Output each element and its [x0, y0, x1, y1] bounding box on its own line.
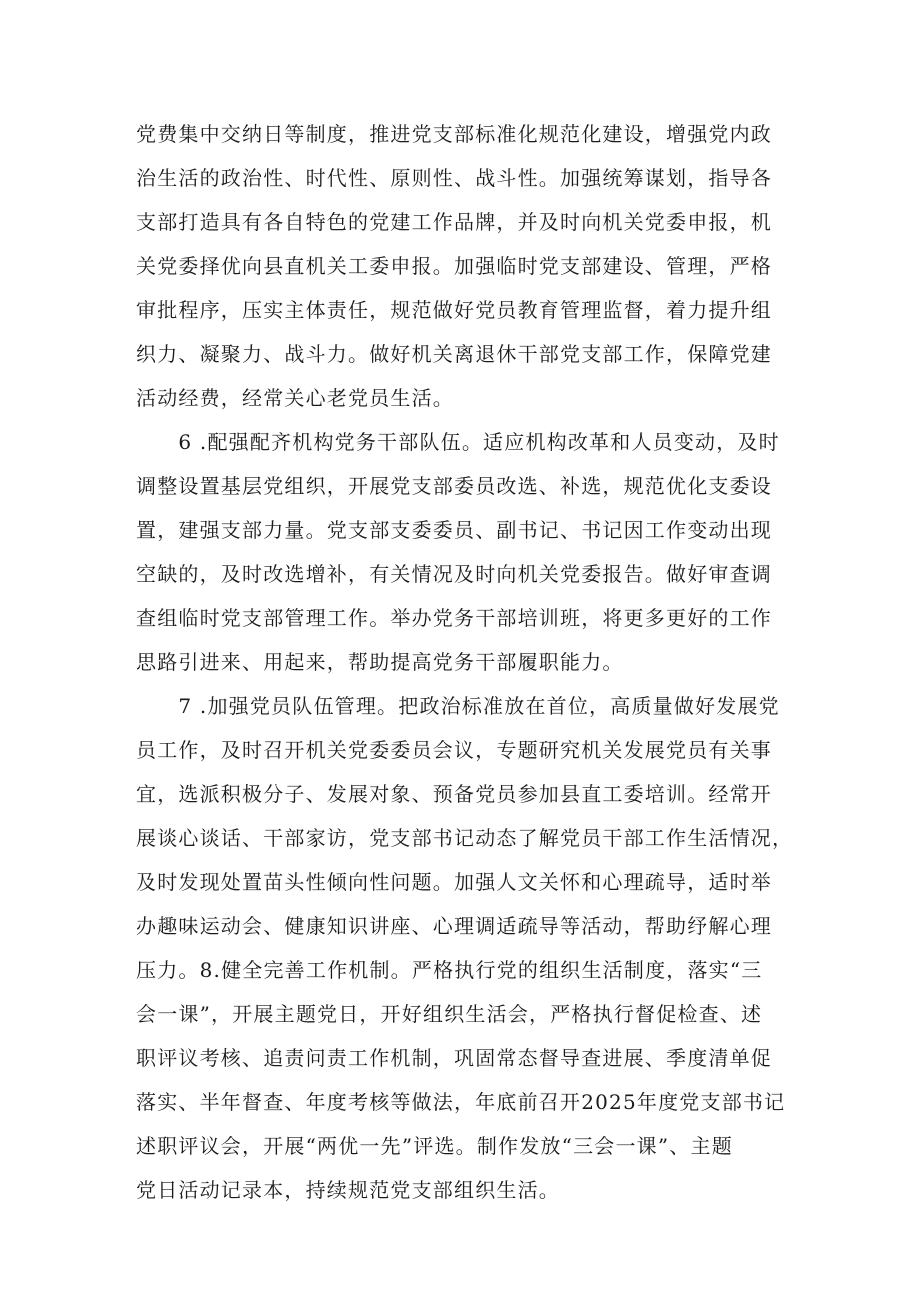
document-body	[136, 112, 796, 1212]
text-line: 及时发现处置苗头性倾向性问题。加强人文关怀和心理疏导，适时举	[136, 870, 772, 894]
text-line: 压力。8.健全完善工作机制。严格执行党的组织生活制度，落实“三	[136, 958, 763, 982]
text-line: 空缺的，及时改选增补，有关情况及时向机关党委报告。做好审查调	[136, 562, 772, 586]
text-line: 会一课”，开展主题党日，开好组织生活会，严格执行督促检查、述	[136, 1002, 763, 1026]
text-line: 治生活的政治性、时代性、原则性、战斗性。加强统筹谋划，指导各	[136, 166, 772, 190]
text-line: 审批程序，压实主体责任，规范做好党员教育管理监督，着力提升组	[136, 298, 772, 322]
text-line: 办趣味运动会、健康知识讲座、心理调适疏导等活动，帮助纾解心理	[136, 914, 772, 938]
text-line: 思路引进来、用起来，帮助提高党务干部履职能力。	[136, 650, 624, 674]
text-line: 支部打造具有各自特色的党建工作品牌，并及时向机关党委申报，机	[136, 210, 772, 234]
text-line: 宜，选派积极分子、发展对象、预备党员参加县直工委培训。经常开	[136, 782, 772, 806]
text-line: 职评议考核、追责问责工作机制，巩固常态督导查进展、季度清单促	[136, 1046, 772, 1070]
text-line: 6 .配强配齐机构党务干部队伍。适应机构改革和人员变动，及时	[136, 430, 780, 454]
text-line: 调整设置基层党组织，开展党支部委员改选、补选，规范优化支委设	[136, 474, 772, 498]
text-line: 关党委择优向县直机关工委申报。加强临时党支部建设、管理，严格	[136, 254, 772, 278]
text-line: 7 .加强党员队伍管理。把政治标准放在首位，高质量做好发展党	[136, 694, 780, 718]
text-line: 置，建强支部力量。党支部支委委员、副书记、书记因工作变动出现	[136, 518, 772, 542]
text-line: 展谈心谈话、干部家访，党支部书记动态了解党员干部工作生活情况，	[136, 826, 794, 850]
text-line: 活动经费，经常关心老党员生活。	[136, 386, 454, 410]
text-line: 党费集中交纳日等制度，推进党支部标准化规范化建设，增强党内政	[136, 122, 772, 146]
text-line: 查组临时党支部管理工作。举办党务干部培训班，将更多更好的工作	[136, 606, 772, 630]
text-line: 落实、半年督查、年度考核等做法，年底前召开2025年度党支部书记	[136, 1090, 786, 1114]
text-line: 员工作，及时召开机关党委委员会议，专题研究机关发展党员有关事	[136, 738, 772, 762]
text-line: 述职评议会，开展“两优一先”评选。制作发放“三会一课”、主题	[136, 1134, 733, 1158]
text-line: 织力、凝聚力、战斗力。做好机关离退休干部党支部工作，保障党建	[136, 342, 772, 366]
text-line: 党日活动记录本，持续规范党支部组织生活。	[136, 1178, 560, 1202]
